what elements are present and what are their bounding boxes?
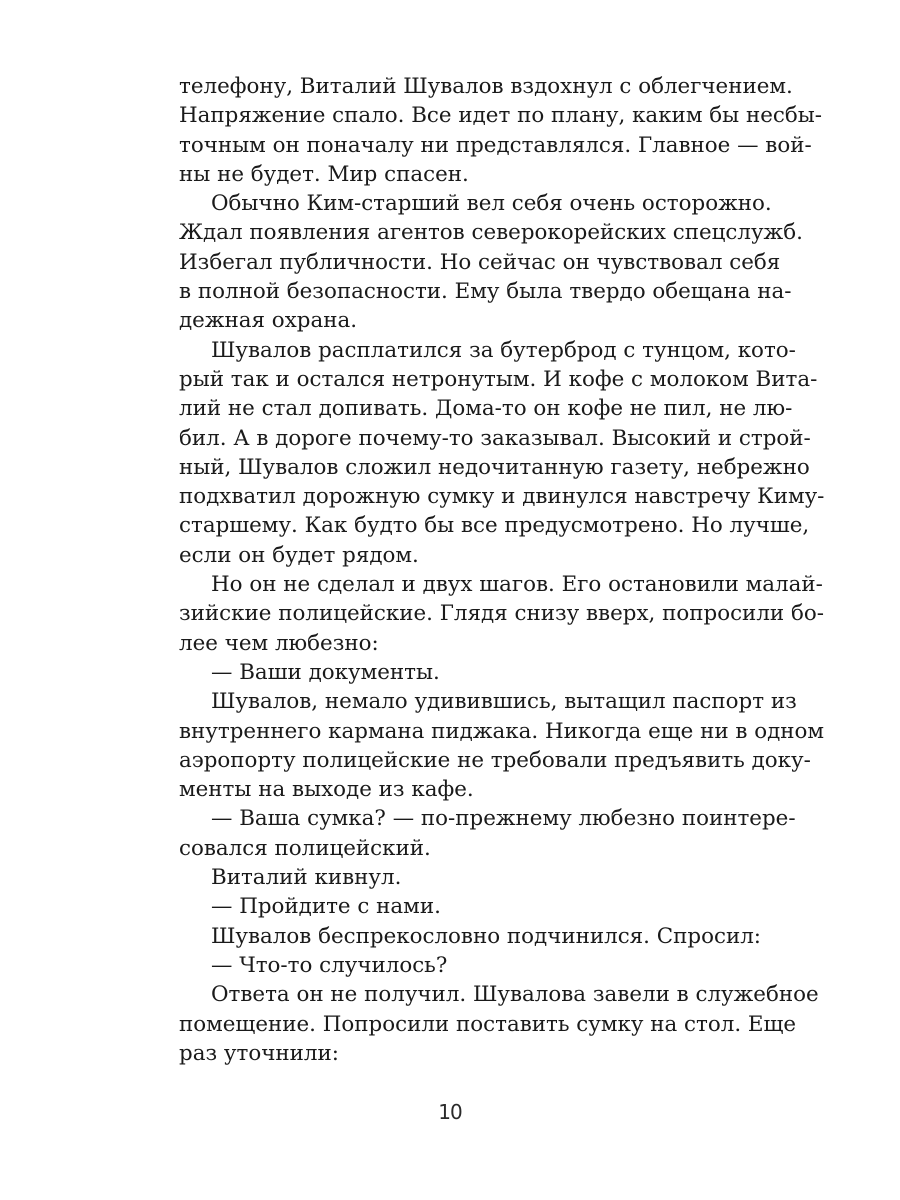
text-line: Но он не сделал и двух шагов. Его остановили малай- <box>211 572 823 598</box>
text-line: помещение. Попросили поставить сумку на стол. Еще <box>179 1011 797 1037</box>
body-text <box>179 72 825 1068</box>
text-line: совался полицейский. <box>179 835 431 861</box>
text-line: рый так и остался нетронутым. И кофе с молоком Вита- <box>179 366 818 392</box>
page-number: 10 <box>438 1100 462 1124</box>
text-line: ны не будет. Мир спасен. <box>179 161 469 187</box>
text-line: лее чем любезно: <box>179 630 379 656</box>
text-line: старшему. Как будто бы все предусмотрено. Но лучше, <box>179 513 810 539</box>
text-line: Ответа он не получил. Шувалова завели в служебное <box>211 982 819 1008</box>
paragraph <box>179 804 796 863</box>
text-line: — Пройдите с нами. <box>211 894 441 920</box>
paragraph <box>179 892 745 921</box>
text-line: бил. А в дороге почему-то заказывал. Высокий и строй- <box>179 425 811 451</box>
text-line: Избегал публичности. Но сейчас он чувствовал себя <box>179 249 781 275</box>
text-line: Ждал появления агентов северокорейских спецслужб. <box>179 220 803 246</box>
text-line: Шувалов беспрекословно подчинился. Спросил: <box>211 923 762 949</box>
text-line: в полной безопасности. Ему была твердо обещана на- <box>179 279 792 305</box>
text-line: Шувалов расплатился за бутерброд с тунцом, кото- <box>211 337 796 363</box>
text-line: аэропорту полицейские не требовали предъявить доку- <box>179 747 811 773</box>
text-line: если он будет рядом. <box>179 542 419 568</box>
text-line: — Ваша сумка? — по-прежнему любезно поинтере- <box>211 806 796 832</box>
text-line: — Что-то случилось? <box>211 952 448 978</box>
text-line: Шувалов, немало удивившись, вытащил паспорт из <box>211 689 797 715</box>
paragraph <box>179 658 745 687</box>
paragraph <box>179 922 762 951</box>
paragraph <box>179 72 822 189</box>
text-line: внутреннего кармана пиджака. Никогда еще ни в одном <box>179 718 825 744</box>
text-line: точным он поначалу ни представлялся. Главное — вой- <box>179 132 812 158</box>
text-line: Напряжение спало. Все идет по плану, каким бы несбы- <box>179 103 822 129</box>
text-line: — Ваши документы. <box>211 659 440 685</box>
paragraph <box>179 687 825 804</box>
paragraph <box>179 980 819 1068</box>
text-line: телефону, Виталий Шувалов вздохнул с облегчением. <box>179 74 793 99</box>
paragraph <box>179 863 745 892</box>
paragraph <box>179 336 825 570</box>
text-line: зийские полицейские. Глядя снизу вверх, попросили бо- <box>179 601 824 627</box>
text-line: лий не стал допивать. Дома-то он кофе не пил, не лю- <box>179 396 793 422</box>
text-line: дежная охрана. <box>179 308 358 334</box>
text-line: Виталий кивнул. <box>211 865 402 891</box>
paragraph <box>179 570 824 658</box>
text-line: менты на выходе из кафе. <box>179 777 474 803</box>
text-line: подхватил дорожную сумку и двинулся навстречу Киму- <box>179 484 825 510</box>
paragraph <box>179 951 745 980</box>
text-line: Обычно Ким-старший вел себя очень осторожно. <box>211 191 772 217</box>
text-line: ный, Шувалов сложил недочитанную газету, небрежно <box>179 454 810 480</box>
paragraph <box>179 189 803 335</box>
text-line: раз уточнили: <box>179 1040 339 1066</box>
